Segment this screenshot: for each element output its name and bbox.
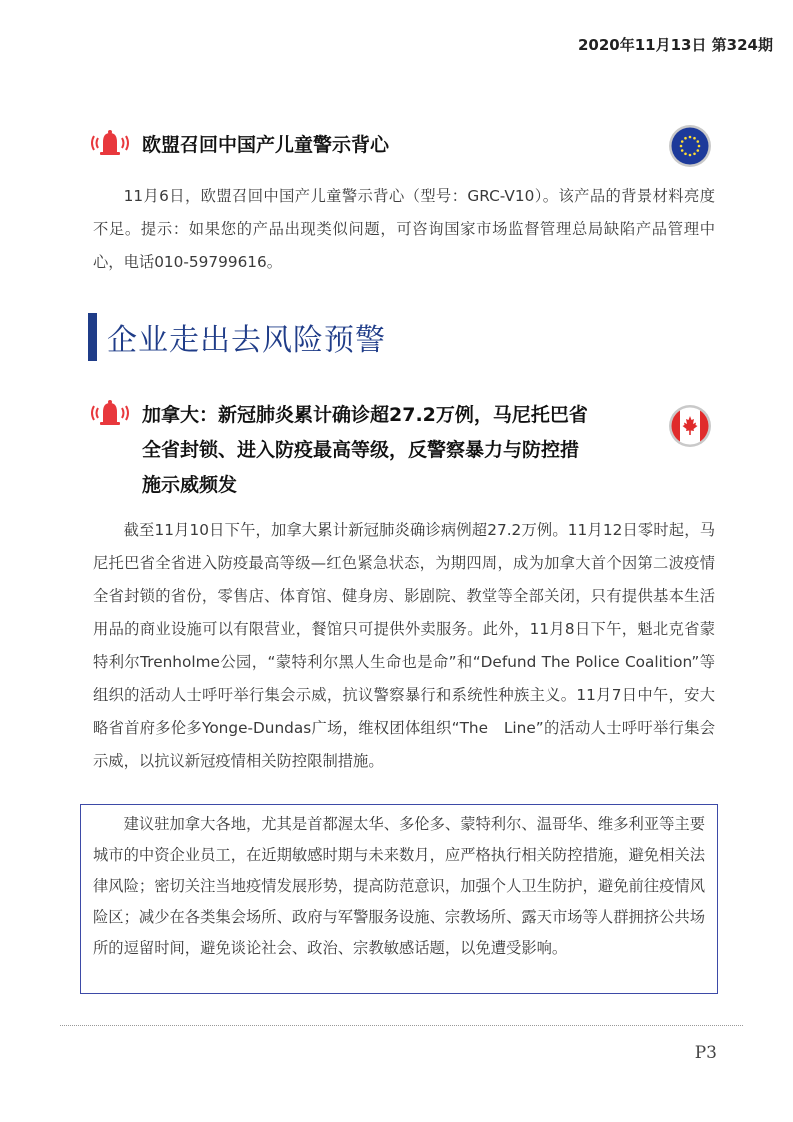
- alert-title-line: 加拿大：新冠肺炎累计确诊超27.2万例，马尼托巴省: [142, 404, 588, 426]
- news-body: 11月6日，欧盟召回中国产儿童警示背心（型号：GRC-V10）。该产品的背景材料亮度不足。提示：如果您的产品出现类似问题，可咨询国家市场监督管理总局缺陷产品管理中心，电话010-59799616。: [93, 187, 715, 271]
- news-title: 欧盟召回中国产儿童警示背心: [142, 134, 390, 156]
- canada-flag-icon: [668, 404, 712, 448]
- alert-title-line: 全省封锁、进入防疫最高等级，反警察暴力与防控措: [142, 439, 580, 461]
- section-title: 企业走出去风险预警: [107, 323, 386, 358]
- section-accent-bar: [88, 313, 97, 361]
- page-number: P3: [694, 1043, 717, 1063]
- section-heading: [88, 312, 386, 362]
- alert-body: 截至11月10日下午，加拿大累计新冠肺炎确诊病例超27.2万例。11月12日零时起，马尼托巴省全省进入防疫最高等级—红色紧急状态，为期四周，成为加拿大首个因第二波疫情全省封锁的省份，零售店、体育馆、健身房、影剧院、教堂等全部关闭，只有提供基本生活用品的商业设施可以有限营业，餐馆只可提供外卖服务。此外，11月8日下午，魁北克省蒙特利尔Trenholme公园，“蒙特利尔黑人生命也是命”和“Defund The Police Coalition”等组织的活动人士呼吁举行集会示威，抗议警察暴行和系统性种族主义。11月7日中午，安大略省首府多伦多Yonge-Dundas广场，维权团体组织“The Line”的活动人士呼吁举行集会示威，以抗议新冠疫情相关防控限制措施。: [93, 521, 715, 770]
- alert-title-line: 施示威频发: [142, 474, 238, 496]
- advice-box: [80, 804, 718, 994]
- alert-title: [142, 398, 632, 503]
- header-date-issue: 2020年11月13日 第324期: [577, 36, 773, 54]
- alarm-bell-icon: [88, 128, 132, 158]
- eu-flag-icon: [668, 124, 712, 168]
- footer-divider: [60, 1025, 743, 1026]
- advice-text: 建议驻加拿大各地，尤其是首都渥太华、多伦多、蒙特利尔、温哥华、维多利亚等主要城市的中资企业员工，在近期敏感时期与未来数月，应严格执行相关防控措施，避免相关法律风险；密切关注当地疫情发展形势，提高防范意识，加强个人卫生防护，避免前往疫情风险区；减少在各类集会场所、政府与军警服务设施、宗教场所、露天市场等人群拥挤公共场所的逗留时间，避免谈论社会、政治、宗教敏感话题，以免遭受影响。: [93, 815, 705, 957]
- alarm-bell-icon: [88, 398, 132, 428]
- alert-heading: [88, 398, 632, 503]
- news-heading: [88, 128, 389, 163]
